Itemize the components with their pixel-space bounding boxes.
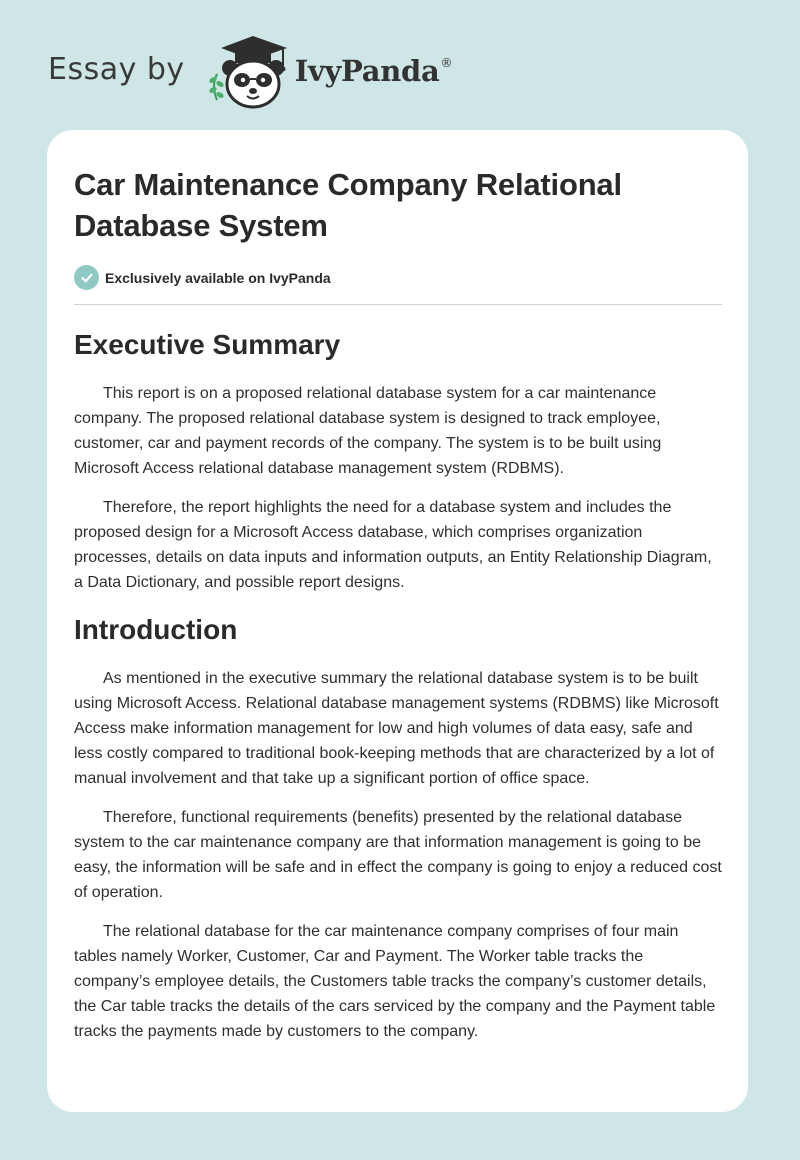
paragraph: Therefore, functional requirements (benefits) presented by the relational database system to the car maintenance company are that information management is going to be easy, the information will be safe and in effect the company is going to enjoy a reduced cost of operation.: [74, 809, 722, 901]
paragraph: This report is on a proposed relational database system for a car maintenance company. The proposed relational database system is designed to track employee, customer, car and payment records of the company. The system is to be built using Microsoft Access relational database management system (RDBMS).: [74, 385, 662, 477]
section-heading: Introduction: [74, 614, 238, 645]
exclusive-badge: [74, 265, 722, 290]
section-executive-summary: [74, 328, 722, 595]
brand-header[interactable]: [48, 34, 452, 110]
section-introduction: [74, 613, 722, 1044]
section-heading: Executive Summary: [74, 329, 341, 360]
paragraph: As mentioned in the executive summary the relational database system is to be built using Microsoft Access. Relational database management systems (RDBMS) like Microsoft Access make information management for low and high volumes of data easy, safe and less costly compared to traditional book-keeping methods that are characterized by a lot of manual involvement and that take up a significant portion of office space.: [74, 670, 719, 787]
page-title: Car Maintenance Company Relational Database System: [74, 167, 622, 243]
exclusive-label: Exclusively available on IvyPanda: [105, 269, 331, 286]
title-divider: [74, 304, 722, 305]
paragraph: Therefore, the report highlights the need for a database system and includes the proposed design for a Microsoft Access database, which comprises organization processes, details on data inputs and information outputs, an Entity Relationship Diagram, a Data Dictionary, and possible report designs.: [74, 499, 712, 591]
article-card: [47, 130, 748, 1112]
registered-mark: ®: [440, 56, 453, 70]
brand-name: IvyPanda®: [294, 54, 453, 88]
check-circle-icon: [74, 265, 99, 290]
paragraph: The relational database for the car maintenance company comprises of four main tables namely Worker, Customer, Car and Payment. The Worker table tracks the company’s employee details, the Customers table tracks the company’s customer details, the Car table tracks the details of the cars serviced by the company and the Payment table tracks the payments made by customers to the company.: [74, 923, 716, 1040]
brand-prefix: Essay by: [48, 51, 185, 87]
panda-graduate-logo-icon: [203, 34, 299, 110]
